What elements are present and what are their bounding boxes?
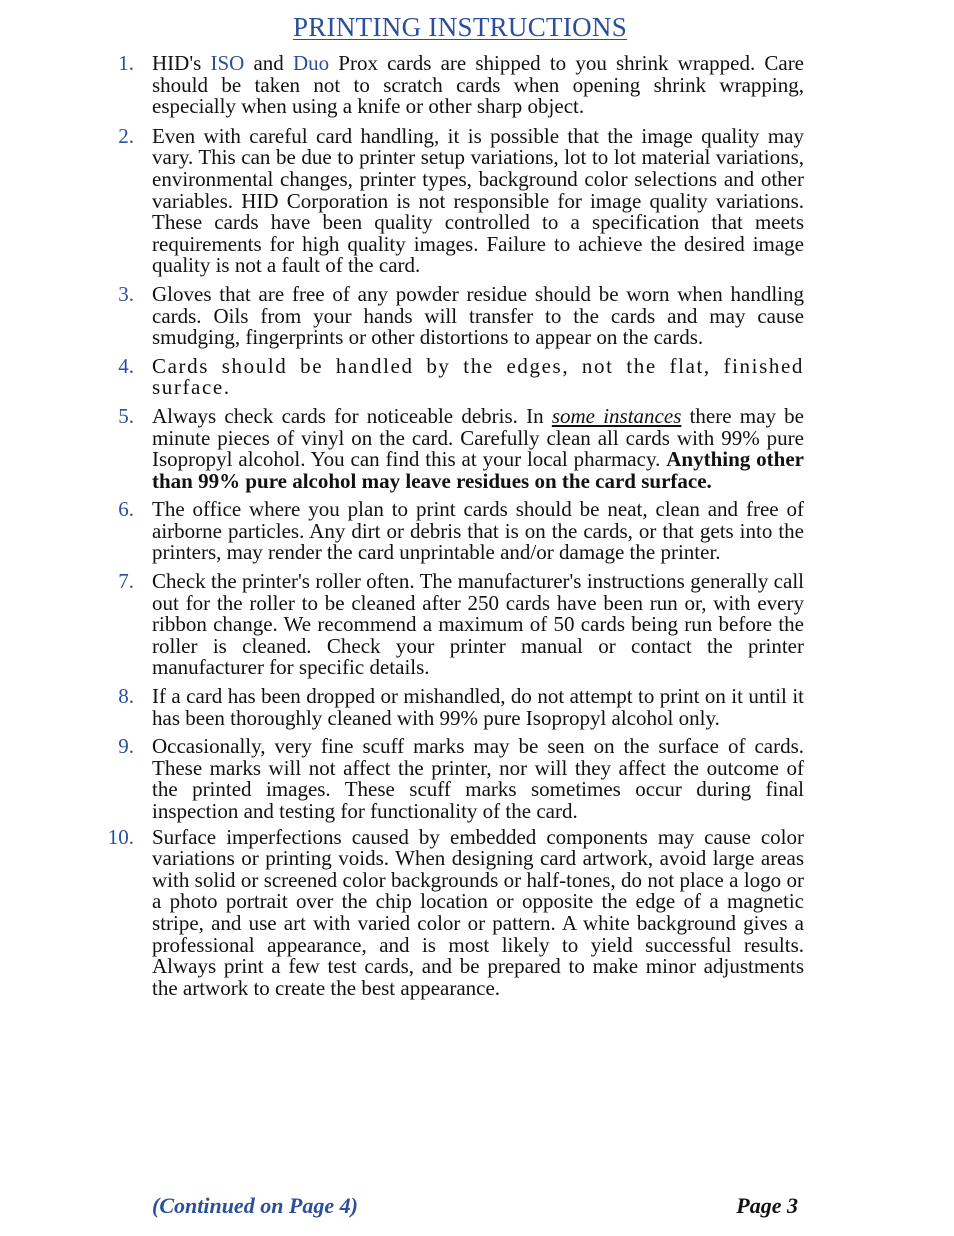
item-text: Always check cards for noticeable debris. In [152, 403, 552, 428]
instruction-list [0, 53, 804, 999]
iso-product-name: ISO [210, 51, 245, 75]
list-item [118, 403, 804, 493]
item-text: HID's [152, 51, 211, 75]
page-number: Page 3 [736, 1193, 798, 1218]
continued-note: (Continued on Page 4) [152, 1193, 358, 1218]
item-number: 4. [118, 353, 134, 378]
item-number: 6. [118, 497, 134, 522]
item-number: 2. [118, 123, 134, 148]
item-text: Surface imperfections caused by embedded components may cause color variations or printing voids. When designing card artwork, avoid large areas with solid or screened color backgrounds or half-tones, do not place a logo or a photo portrait over the chip location or opposite the edge of a magnetic stripe, and use art with varied color or pattern. A white background gives a professional appearance, and is most likely to yield successful results. Always print a few test cards, and be prepared to make minor adjustments the artwork to create the best appearance. [152, 824, 804, 1000]
item-text: Prox cards are shipped to you shrink wrapped. Care should be taken not to scratch cards when opening shrink wrapping, especially when using a knife or other sharp object. [152, 51, 805, 119]
duo-product-name: Duo [292, 51, 330, 75]
list-item [107, 824, 804, 1000]
warning-text: Anything other than 99% pure alcohol may leave residues on the card surface. [152, 447, 804, 493]
page-footer [152, 1193, 798, 1219]
list-item [118, 123, 804, 278]
list-item [118, 281, 804, 350]
item-text: Even with careful card handling, it is possible that the image quality may vary. This can be due to printer setup variations, lot to lot material variations, environmental changes, printer types, background color selections and other variables. HID Corporation is not responsible for image quality variations. These cards have been quality controlled to a specification that meets requirements for high quality images. Failure to achieve the desired image quality is not a fault of the card. [152, 123, 804, 278]
item-text: The office where you plan to print cards should be neat, clean and free of airborne particles. Any dirt or debris that is on the cards, or that gets into the printers, may render the card unprintable and/or damage the printer. [152, 497, 804, 565]
emphasized-text: some instances [551, 403, 682, 428]
list-item [118, 734, 804, 823]
item-number: 10. [107, 824, 134, 849]
item-number: 1. [118, 51, 134, 75]
item-text: If a card has been dropped or mishandled, do not attempt to print on it until it has been thoroughly cleaned with 99% pure Isopropyl alcohol only. [152, 684, 804, 730]
list-item [118, 569, 804, 680]
item-text: Check the printer's roller often. The manufacturer's instructions generally call out for the roller to be cleaned after 250 cards have been run or, with every ribbon change. We recommend a maximum of 50 cards being run before the roller is cleaned. Check your printer manual or contact the printer manufacturer for specific details. [152, 569, 804, 680]
list-item [118, 497, 804, 565]
item-text: and [244, 51, 293, 75]
item-number: 7. [118, 569, 134, 594]
list-item [118, 51, 805, 119]
item-text: there may be minute pieces of vinyl on the card. Carefully clean all cards with 99% pure Isopropyl alcohol. You can find this at your local pharmacy. [152, 403, 804, 472]
item-text: Cards should be handled by the edges, not the flat, finished surface. [152, 353, 804, 400]
item-number: 5. [118, 403, 134, 428]
item-text: Gloves that are free of any powder residue should be worn when handling cards. Oils from your hands will transfer to the cards and may cause smudging, fingerprints or other distortions to appear on the cards. [152, 281, 804, 350]
list-item [118, 353, 804, 400]
page-title: PRINTING INSTRUCTIONS [292, 12, 628, 42]
item-number: 3. [118, 281, 134, 306]
item-number: 9. [118, 734, 134, 759]
item-text: Occasionally, very fine scuff marks may be seen on the surface of cards. These marks will not affect the printer, nor will they affect the outcome of the printed images. These scuff marks sometimes occur during final inspection and testing for functionality of the card. [152, 734, 804, 823]
list-item [118, 684, 804, 730]
item-number: 8. [118, 684, 134, 709]
